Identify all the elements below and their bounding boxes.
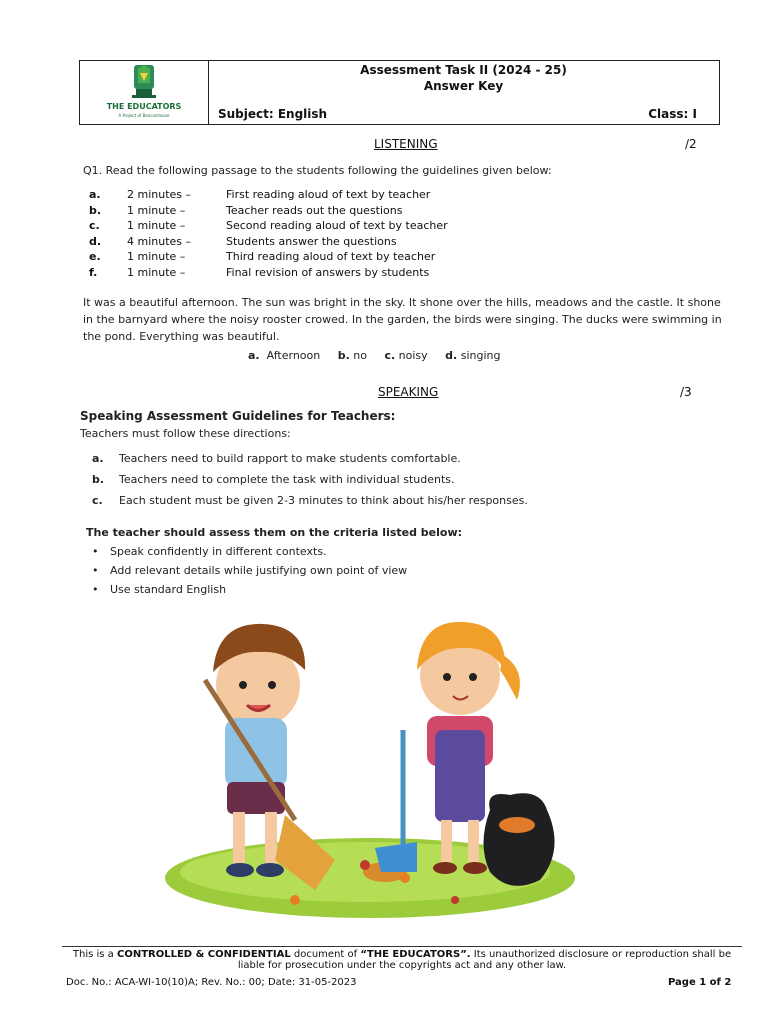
footer bbox=[62, 946, 742, 971]
answer-text: noisy bbox=[398, 349, 428, 362]
step-letter: f. bbox=[89, 266, 98, 279]
criteria-heading: The teacher should assess them on the criteria listed below: bbox=[86, 526, 463, 539]
step-time: 2 minutes – bbox=[127, 188, 192, 201]
step-desc: Second reading aloud of text by teacher bbox=[226, 219, 448, 232]
list-item bbox=[92, 583, 227, 596]
doc-number: Doc. No.: ACA-WI-10(10)A; Rev. No.: 00; Date: 31-05-2023 bbox=[66, 977, 357, 988]
answer-text: no bbox=[353, 349, 367, 362]
listening-title: LISTENING bbox=[374, 137, 438, 151]
step-time: 1 minute – bbox=[127, 250, 186, 263]
answer-text: singing bbox=[460, 349, 501, 362]
speaking-score: /3 bbox=[680, 385, 692, 399]
logo-cell bbox=[80, 61, 209, 124]
list-item bbox=[92, 545, 327, 558]
step-letter: d. bbox=[89, 235, 102, 248]
class-label: Class: I bbox=[648, 107, 697, 121]
step-letter: a. bbox=[89, 188, 101, 201]
step-desc: Final revision of answers by students bbox=[226, 266, 430, 279]
footer-text: document of bbox=[290, 949, 361, 960]
answer-key-label: Answer Key bbox=[423, 79, 504, 93]
header-table bbox=[79, 60, 720, 125]
directions-intro: Teachers must follow these directions: bbox=[80, 427, 291, 440]
children-cleaning-illustration bbox=[155, 610, 575, 935]
footer-bold-text: “THE EDUCATORS”. bbox=[360, 949, 471, 960]
step-time: 1 minute – bbox=[127, 204, 186, 217]
footer-text: Its unauthorized disclosure or reproduction shall be bbox=[470, 949, 732, 960]
footer-text: This is a bbox=[72, 949, 117, 960]
criteria-text: Add relevant details while justifying own point of view bbox=[110, 564, 408, 577]
direction-letter: a. bbox=[92, 452, 104, 465]
answer-letter: c. bbox=[384, 349, 396, 362]
step-desc: Students answer the questions bbox=[226, 235, 397, 248]
step-letter: b. bbox=[89, 204, 102, 217]
speaking-title: SPEAKING bbox=[378, 385, 439, 399]
logo-tagline: A Project of Beaconhouse bbox=[118, 113, 170, 118]
direction-letter: c. bbox=[92, 494, 103, 507]
answer-letter: d. bbox=[445, 349, 458, 362]
step-desc: First reading aloud of text by teacher bbox=[226, 188, 431, 201]
step-letter: e. bbox=[89, 250, 101, 263]
criteria-text: Speak confidently in different contexts. bbox=[110, 545, 327, 558]
assessment-title: Assessment Task II (2024 - 25) bbox=[360, 63, 567, 77]
bullet-icon: • bbox=[92, 564, 99, 577]
logo-text: THE EDUCATORS bbox=[106, 102, 182, 111]
bullet-icon: • bbox=[92, 583, 99, 596]
footer-confidential-line1 bbox=[62, 949, 742, 960]
listening-passage: It was a beautiful afternoon. The sun was bright in the sky. It shone over the hills, meadows and the castle. It shone in the barnyard where the noisy rooster crowed. In the garden, the birds were singing. The ducks were swimming in the pond. Everything was beautiful. bbox=[83, 296, 722, 343]
answer-row bbox=[248, 349, 500, 362]
step-time: 4 minutes – bbox=[127, 235, 192, 248]
list-item bbox=[92, 494, 528, 507]
step-desc: Third reading aloud of text by teacher bbox=[226, 250, 436, 263]
step-time: 1 minute – bbox=[127, 266, 186, 279]
list-item bbox=[92, 473, 455, 486]
listening-instruction: Q1. Read the following passage to the students following the guidelines given below: bbox=[83, 164, 552, 177]
direction-text: Teachers need to build rapport to make students comfortable. bbox=[119, 452, 461, 465]
step-desc: Teacher reads out the questions bbox=[226, 204, 403, 217]
direction-text: Each student must be given 2-3 minutes to think about his/her responses. bbox=[119, 494, 528, 507]
answer-letter: b. bbox=[337, 349, 350, 362]
subject-label: Subject: English bbox=[218, 107, 328, 121]
footer-bold-text: CONTROLLED & CONFIDENTIAL bbox=[116, 949, 291, 960]
listening-score: /2 bbox=[685, 137, 697, 151]
direction-text: Teachers need to complete the task with individual students. bbox=[119, 473, 455, 486]
page-number: Page 1 of 2 bbox=[668, 977, 732, 988]
criteria-text: Use standard English bbox=[110, 583, 227, 596]
answer-text: Afternoon bbox=[266, 349, 321, 362]
step-time: 1 minute – bbox=[127, 219, 186, 232]
list-item bbox=[92, 452, 461, 465]
guidelines-heading: Speaking Assessment Guidelines for Teachers: bbox=[80, 409, 396, 423]
bullet-icon: • bbox=[92, 545, 99, 558]
direction-letter: b. bbox=[92, 473, 105, 486]
footer-confidential-line2: liable for prosecution under the copyrights act and any other law. bbox=[237, 960, 567, 971]
list-item bbox=[92, 564, 408, 577]
answer-letter: a. bbox=[248, 349, 260, 362]
step-letter: c. bbox=[89, 219, 100, 232]
